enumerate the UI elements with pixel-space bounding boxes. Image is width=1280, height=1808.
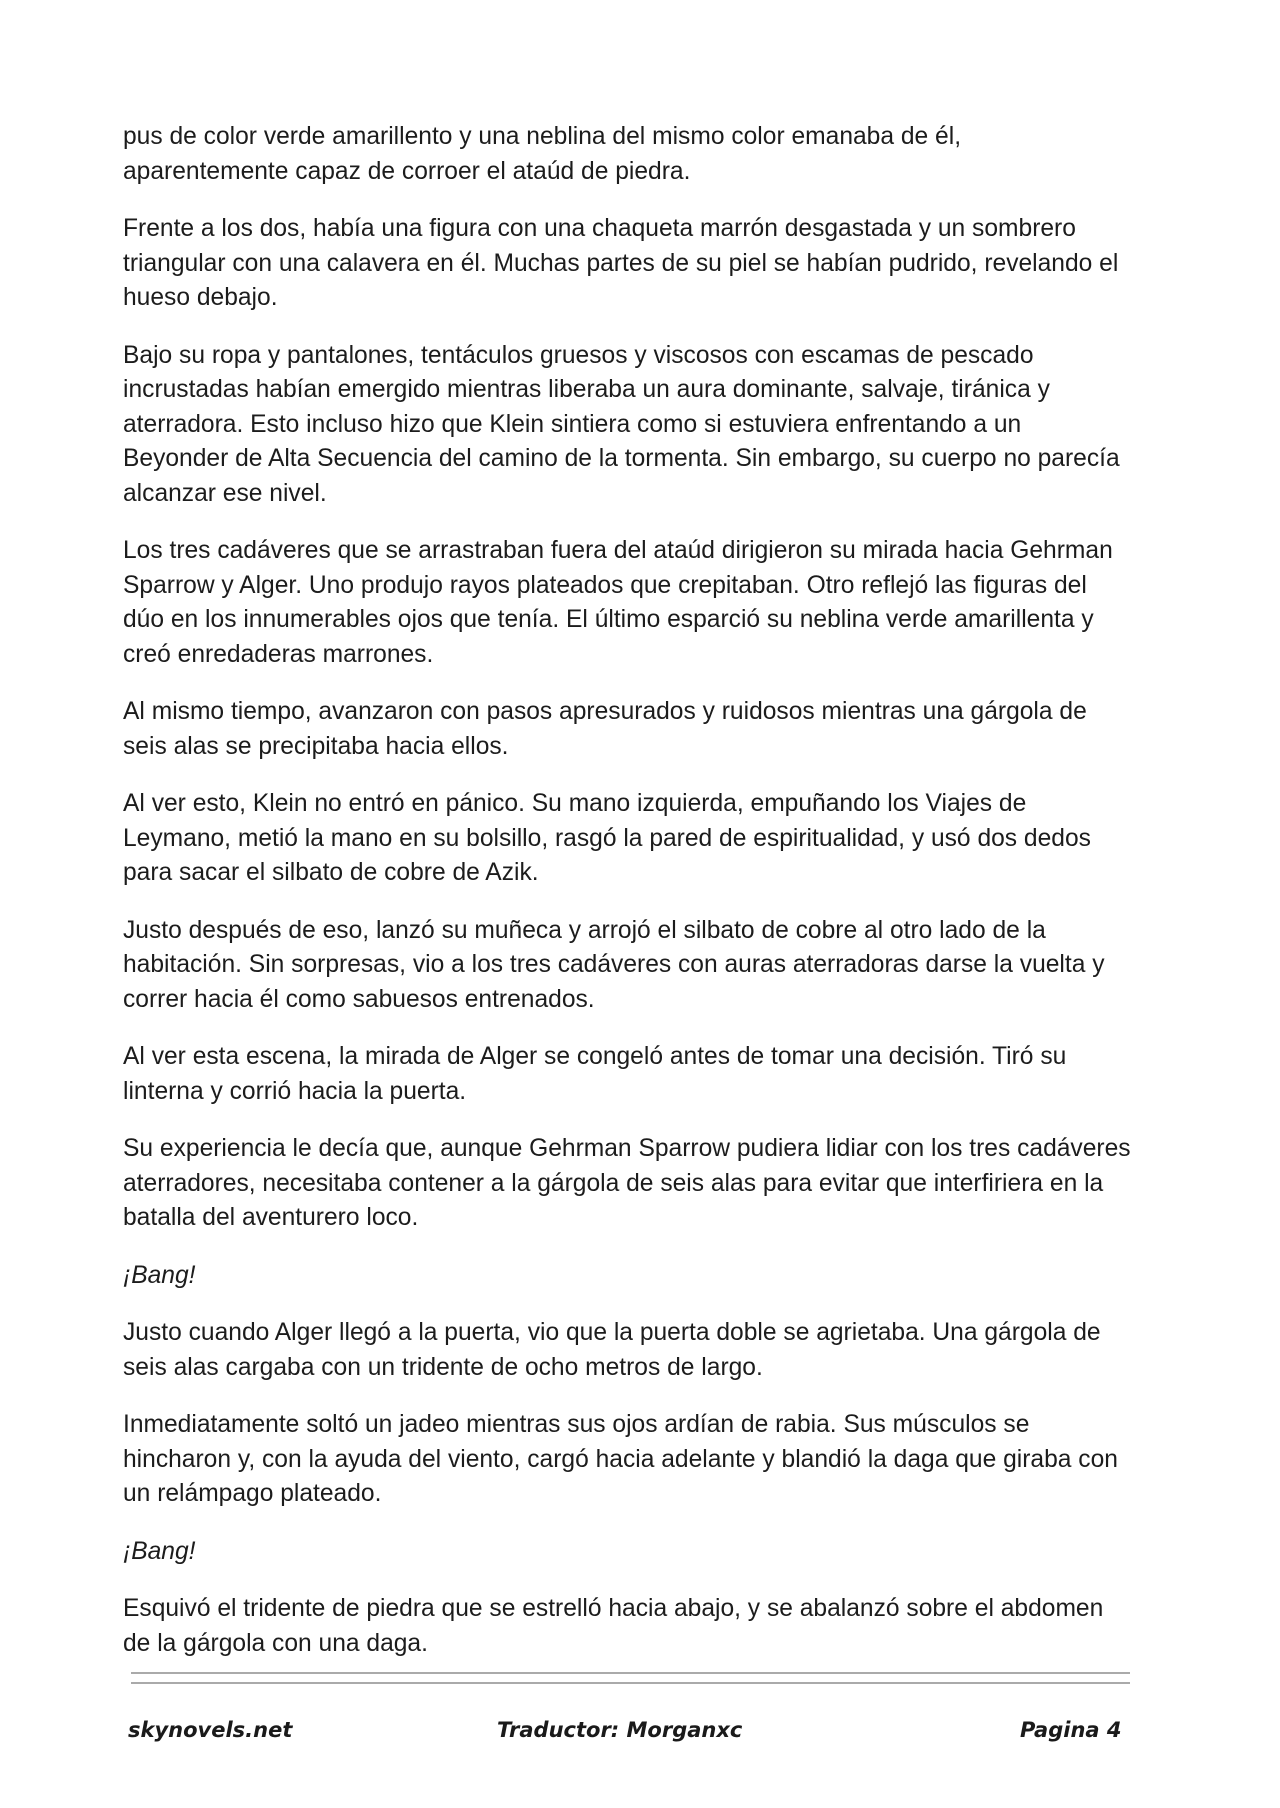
body-text — [123, 120, 1133, 1684]
footer-page-number: Pagina 4 — [1020, 1718, 1122, 1742]
footer-translator: Traductor: Morganxc — [497, 1718, 743, 1742]
footer-divider-bottom — [131, 1682, 1130, 1684]
paragraph-4: Los tres cadáveres que se arrastraban fuera del ataúd dirigieron su mirada hacia Gehrman Sparrow y Alger. Uno produjo rayos plateados que crepitaban. Otro reflejó las figuras del dúo en los innumerables ojos que tenía. El último esparció su neblina verde amarillenta y creó enredaderas marrones. — [123, 537, 1113, 668]
paragraph-8: Al ver esta escena, la mirada de Alger se congeló antes de tomar una decisión. Tiró su linterna y corrió hacia la puerta. — [123, 1043, 1067, 1105]
paragraph-14: Esquivó el tridente de piedra que se estrelló hacia abajo, y se abalanzó sobre el abdomen de la gárgola con una daga. — [123, 1595, 1104, 1657]
paragraph-11: Justo cuando Alger llegó a la puerta, vio que la puerta doble se agrietaba. Una gárgola de seis alas cargaba con un tridente de ocho metros de largo. — [123, 1319, 1101, 1381]
paragraph-5: Al mismo tiempo, avanzaron con pasos apresurados y ruidosos mientras una gárgola de seis alas se precipitaba hacia ellos. — [123, 698, 1087, 760]
paragraph-7: Justo después de eso, lanzó su muñeca y arrojó el silbato de cobre al otro lado de la habitación. Sin sorpresas, vio a los tres cadáveres con auras aterradoras darse la vuelta y correr hacia él como sabuesos entrenados. — [123, 916, 1105, 1013]
paragraph-10-bang: ¡Bang! — [123, 1261, 196, 1289]
paragraph-6: Al ver esto, Klein no entró en pánico. Su mano izquierda, empuñando los Viajes de Leymano, metió la mano en su bolsillo, rasgó la pared de espiritualidad, y usó dos dedos para sacar el silbato de cobre de Azik. — [123, 790, 1091, 886]
paragraph-1: pus de color verde amarillento y una neblina del mismo color emanaba de él, aparentemente capaz de corroer el ataúd de piedra. — [123, 123, 962, 185]
paragraph-13-bang: ¡Bang! — [123, 1537, 196, 1565]
paragraph-12: Inmediatamente soltó un jadeo mientras sus ojos ardían de rabia. Sus músculos se hincharon y, con la ayuda del viento, cargó hacia adelante y blandió la daga que giraba con un relámpago plateado. — [123, 1411, 1118, 1507]
paragraph-9: Su experiencia le decía que, aunque Gehrman Sparrow pudiera lidiar con los tres cadáveres aterradores, necesitaba contener a la gárgola de seis alas para evitar que interfiriera en la batalla del aventurero loco. — [123, 1135, 1131, 1231]
paragraph-3: Bajo su ropa y pantalones, tentáculos gruesos y viscosos con escamas de pescado incrustadas habían emergido mientras liberaba un aura dominante, salvaje, tiránica y aterradora. Esto incluso hizo que Klein sintiera como si estuviera enfrentando a un Beyonder de Alta Secuencia del camino de la tormenta. Sin embargo, su cuerpo no parecía alcanzar ese nivel. — [123, 341, 1120, 507]
footer-site: skynovels.net — [128, 1718, 293, 1742]
paragraph-2: Frente a los dos, había una figura con una chaqueta marrón desgastada y un sombrero triangular con una calavera en él. Muchas partes de su piel se habían pudrido, revelando el hueso debajo. — [123, 215, 1119, 311]
footer-divider-top — [131, 1672, 1130, 1674]
